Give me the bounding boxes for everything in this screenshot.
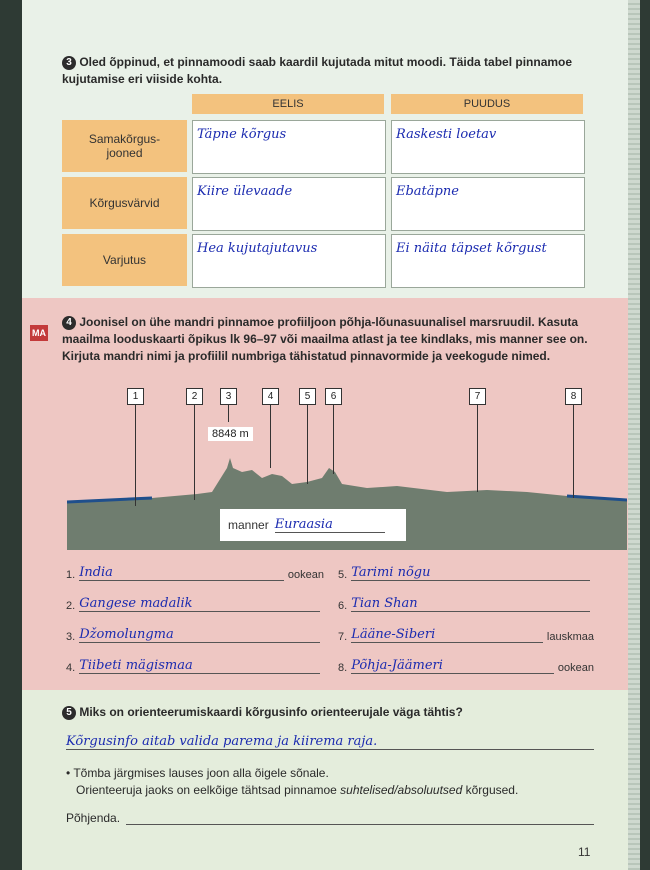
answer-contours-pros: Täpne kõrgus (197, 127, 287, 142)
marker-5-line (307, 404, 308, 484)
continent-box (220, 509, 406, 541)
continent-label: manner (228, 518, 269, 532)
marker-5: 5 (299, 388, 316, 405)
answer-row-2 (66, 596, 324, 612)
answer-4-number: 4. (66, 662, 76, 674)
marker-6-line (333, 404, 334, 474)
task4-question (62, 314, 612, 365)
task5-number: 5 (62, 706, 76, 720)
answer-8-number: 8. (338, 662, 348, 674)
answer-row-1 (66, 565, 324, 581)
answer-7-suffix: lauskmaa (546, 631, 594, 643)
justify-row (66, 810, 594, 825)
answer-colors-cons: Ebatäpne (396, 184, 459, 199)
row-label-contours: Samakõrgus- jooned (62, 120, 187, 172)
ma-badge: MA (30, 325, 48, 341)
task3-number: 3 (62, 56, 76, 70)
marker-3: 3 (220, 388, 237, 405)
answer-8[interactable]: Põhja-Jäämeri (351, 658, 554, 674)
answer-7[interactable]: Lääne-Siberi (351, 627, 543, 643)
answer-row-4 (66, 658, 324, 674)
answer-5-number: 5. (338, 569, 348, 581)
marker-1-line (135, 404, 136, 506)
task5-bullet: Tõmba järgmises lauses joon alla õigele sõnale. (73, 766, 329, 780)
answer-contours-cons: Raskesti loetav (396, 127, 497, 142)
task4-number: 4 (62, 316, 76, 330)
task4-text: Joonisel on ühe mandri pinnamoe profiiljoon põhja-lõunasuunalisel marsruudil. Kasuta maailma looduskaarti õpikus lk 96–97 või maailma atlast ja tee kindlaks, mis manner see on. Kirjuta mandri nimi ja profiilil numbriga tähistatud pinnavormide ja veekogude nimed. (62, 315, 588, 363)
answer-2[interactable]: Gangese madalik (79, 596, 320, 612)
bullet-dot: • (66, 766, 71, 780)
answer-row-8 (338, 658, 594, 674)
cell-colors-pros[interactable] (192, 177, 386, 231)
marker-4: 4 (262, 388, 279, 405)
answer-1[interactable]: India (79, 565, 284, 581)
task5-question (62, 704, 612, 721)
marker-2: 2 (186, 388, 203, 405)
answer-shading-cons: Ei näita täpset kõrgust (396, 241, 547, 256)
answer-7-number: 7. (338, 631, 348, 643)
marker-2-line (194, 404, 195, 500)
answer-4[interactable]: Tiibeti mägismaa (79, 658, 320, 674)
marker-3-line (228, 404, 229, 422)
header-pros: EELIS (192, 94, 384, 114)
row-label-colors: Kõrgusvärvid (62, 177, 187, 229)
answer-row-7 (338, 627, 594, 643)
marker-7-line (477, 404, 478, 492)
cell-contours-pros[interactable] (192, 120, 386, 174)
task3-question (62, 54, 607, 88)
answer-row-3 (66, 627, 324, 643)
cell-colors-cons[interactable] (391, 177, 585, 231)
answer-shading-pros: Hea kujutajutavus (197, 241, 318, 256)
sentence-prefix: Orienteeruja jaoks on eelkõige tähtsad pinnamoe (76, 783, 341, 797)
row-label-shading: Varjutus (62, 234, 187, 286)
task5-instructions (66, 765, 606, 799)
answer-8-suffix: ookean (557, 662, 594, 674)
answer-6[interactable]: Tian Shan (351, 596, 590, 612)
task5-bullet-line (66, 765, 606, 782)
task5-text: Miks on orienteerumiskaardi kõrgusinfo orienteerujale väga tähtis? (79, 705, 463, 719)
cell-contours-cons[interactable] (391, 120, 585, 174)
answer-1-number: 1. (66, 569, 76, 581)
answer-row-5 (338, 565, 594, 581)
justify-input-line[interactable] (126, 810, 594, 825)
task5-answer[interactable]: Kõrgusinfo aitab valida parema ja kiirema raja. (66, 734, 594, 750)
continent-answer[interactable]: Euraasia (275, 517, 385, 533)
cell-shading-pros[interactable] (192, 234, 386, 288)
task5-sentence (66, 782, 606, 799)
marker-8: 8 (565, 388, 582, 405)
answer-6-number: 6. (338, 600, 348, 612)
page-number: 11 (578, 845, 591, 859)
answer-5[interactable]: Tarimi nõgu (351, 565, 590, 581)
marker-6: 6 (325, 388, 342, 405)
task3-text: Oled õppinud, et pinnamoodi saab kaardil kujutada mitut moodi. Täida tabel pinnamoe kujutamise eri viiside kohta. (62, 55, 573, 86)
marker-4-line (270, 404, 271, 468)
answer-3[interactable]: Džomolungma (79, 627, 320, 643)
justify-label: Põhjenda. (66, 811, 121, 825)
page-edge (628, 0, 640, 870)
answer-colors-pros: Kiire ülevaade (197, 184, 293, 199)
answer-1-suffix: ookean (287, 569, 324, 581)
sentence-choice[interactable]: suhtelised/absoluutsed (340, 783, 463, 797)
workbook-page (22, 0, 640, 870)
marker-8-line (573, 404, 574, 498)
header-cons: PUUDUS (391, 94, 583, 114)
cell-shading-cons[interactable] (391, 234, 585, 288)
marker-1: 1 (127, 388, 144, 405)
peak-label: 8848 m (208, 427, 253, 441)
marker-7: 7 (469, 388, 486, 405)
answer-3-number: 3. (66, 631, 76, 643)
answer-row-6 (338, 596, 594, 612)
answer-2-number: 2. (66, 600, 76, 612)
sentence-suffix: kõrgused. (462, 783, 519, 797)
